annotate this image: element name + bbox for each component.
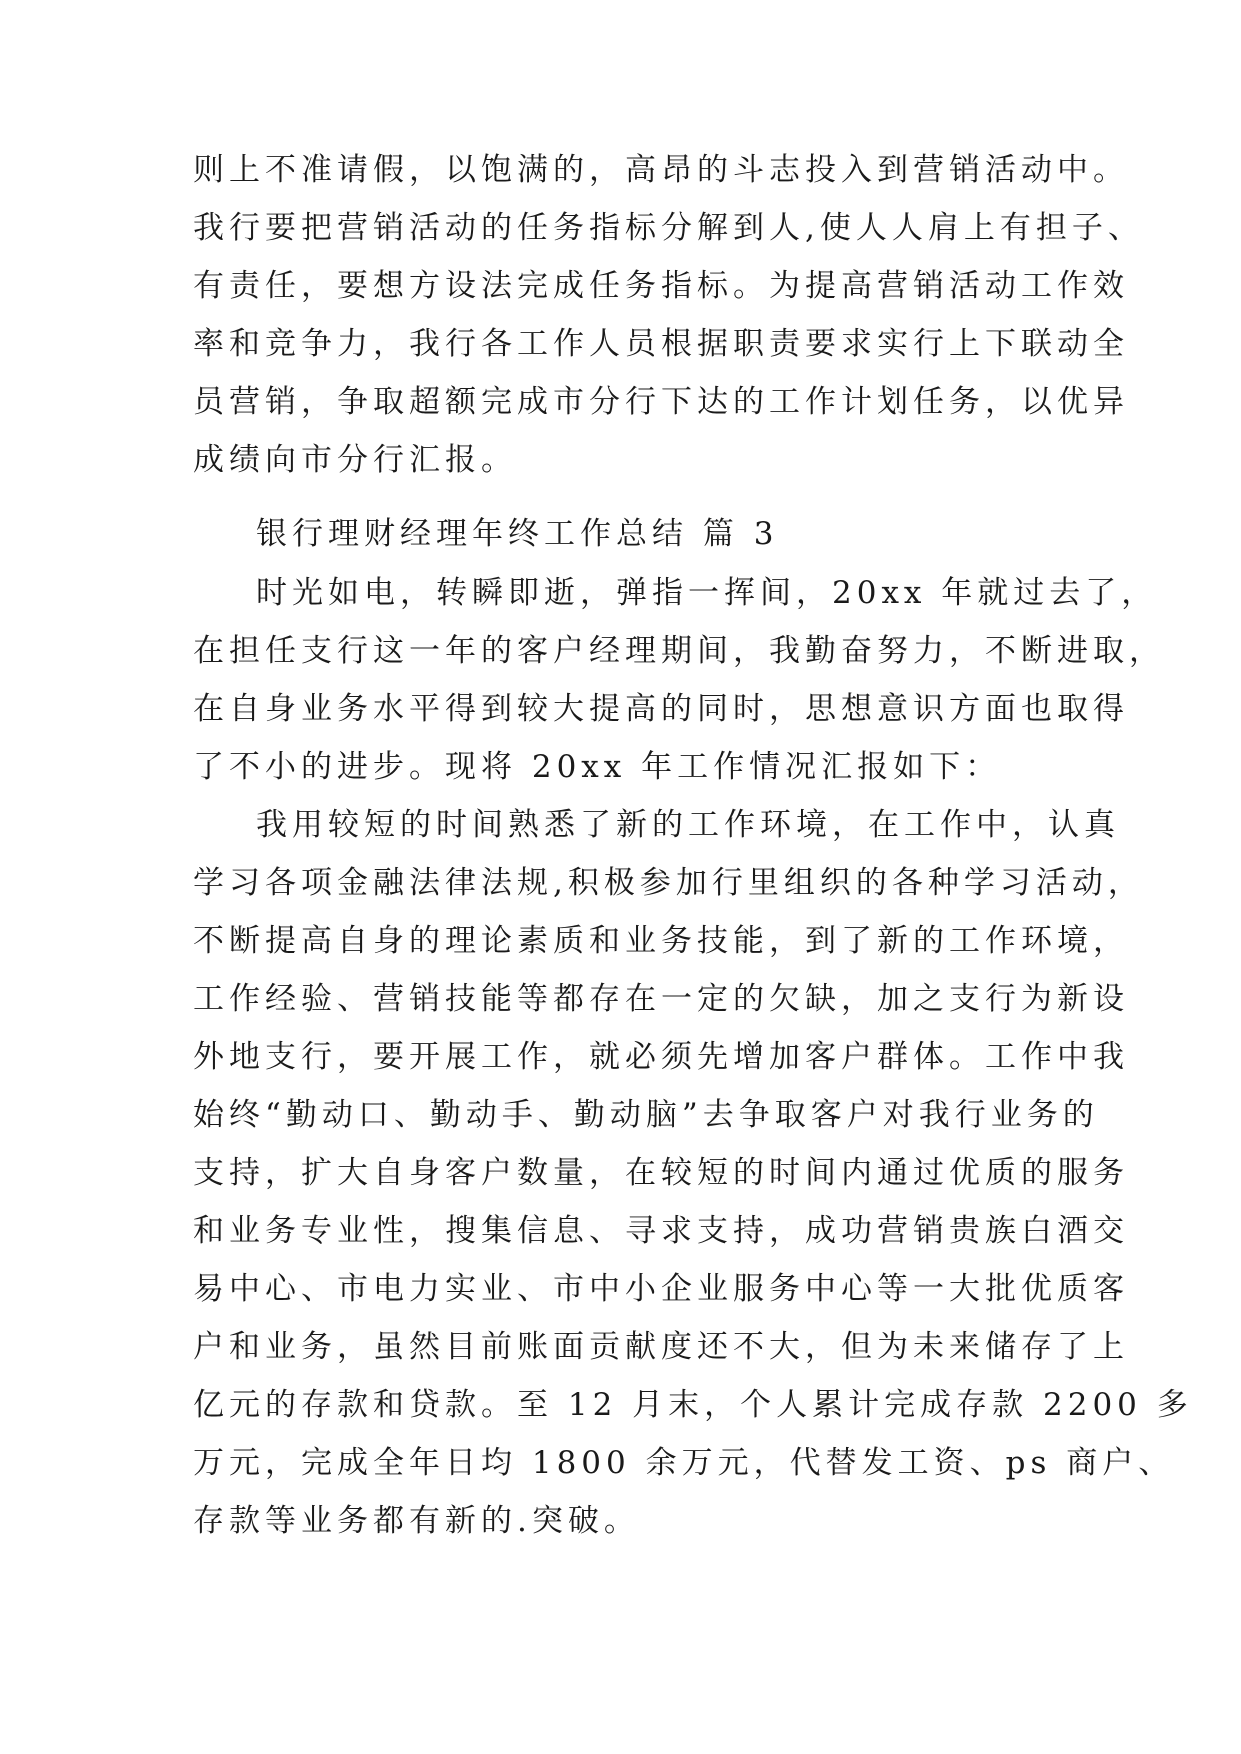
paragraph-line: 外地支行，要开展工作，就必须先增加客户群体。工作中我 bbox=[193, 1039, 1129, 1075]
section-heading: 银行理财经理年终工作总结 篇 3 bbox=[256, 516, 779, 552]
paragraph-line: 支持，扩大自身客户数量，在较短的时间内通过优质的服务 bbox=[193, 1155, 1129, 1191]
paragraph-line: 户和业务，虽然目前账面贡献度还不大，但为未来储存了上 bbox=[193, 1329, 1129, 1365]
paragraph-line: 了不小的进步。现将 20xx 年工作情况汇报如下： bbox=[193, 749, 1002, 785]
paragraph-line: 万元，完成全年日均 1800 余万元，代替发工资、ps 商户、 bbox=[193, 1445, 1175, 1481]
paragraph-line: 和业务专业性，搜集信息、寻求支持，成功营销贵族白酒交 bbox=[193, 1213, 1129, 1249]
paragraph-line: 不断提高自身的理论素质和业务技能，到了新的工作环境， bbox=[193, 923, 1129, 959]
paragraph-line: 学习各项金融法律法规,积极参加行里组织的各种学习活动， bbox=[193, 865, 1144, 901]
paragraph-line: 率和竞争力，我行各工作人员根据职责要求实行上下联动全 bbox=[193, 326, 1129, 362]
paragraph-line: 工作经验、营销技能等都存在一定的欠缺，加之支行为新设 bbox=[193, 981, 1129, 1017]
paragraph-line: 时光如电，转瞬即逝，弹指一挥间，20xx 年就过去了， bbox=[256, 575, 1158, 611]
paragraph-line: 员营销，争取超额完成市分行下达的工作计划任务，以优异 bbox=[193, 384, 1129, 420]
paragraph-line: 在自身业务水平得到较大提高的同时，思想意识方面也取得 bbox=[193, 691, 1129, 727]
paragraph-line: 始终“勤动口、勤动手、勤动脑”去争取客户对我行业务的 bbox=[193, 1097, 1099, 1133]
paragraph-line: 存款等业务都有新的.突破。 bbox=[193, 1503, 640, 1539]
paragraph-line: 我行要把营销活动的任务指标分解到人,使人人肩上有担子、 bbox=[193, 210, 1144, 246]
paragraph-line: 易中心、市电力实业、市中小企业服务中心等一大批优质客 bbox=[193, 1271, 1129, 1307]
paragraph-line: 我用较短的时间熟悉了新的工作环境，在工作中，认真 bbox=[256, 807, 1120, 843]
paragraph-line: 在担任支行这一年的客户经理期间，我勤奋努力，不断进取， bbox=[193, 633, 1165, 669]
paragraph-line: 成绩向市分行汇报。 bbox=[193, 442, 517, 478]
paragraph-line: 亿元的存款和贷款。至 12 月末，个人累计完成存款 2200 多 bbox=[193, 1387, 1193, 1423]
paragraph-line: 则上不准请假，以饱满的，高昂的斗志投入到营销活动中。 bbox=[193, 152, 1129, 188]
paragraph-line: 有责任，要想方设法完成任务指标。为提高营销活动工作效 bbox=[193, 268, 1129, 304]
